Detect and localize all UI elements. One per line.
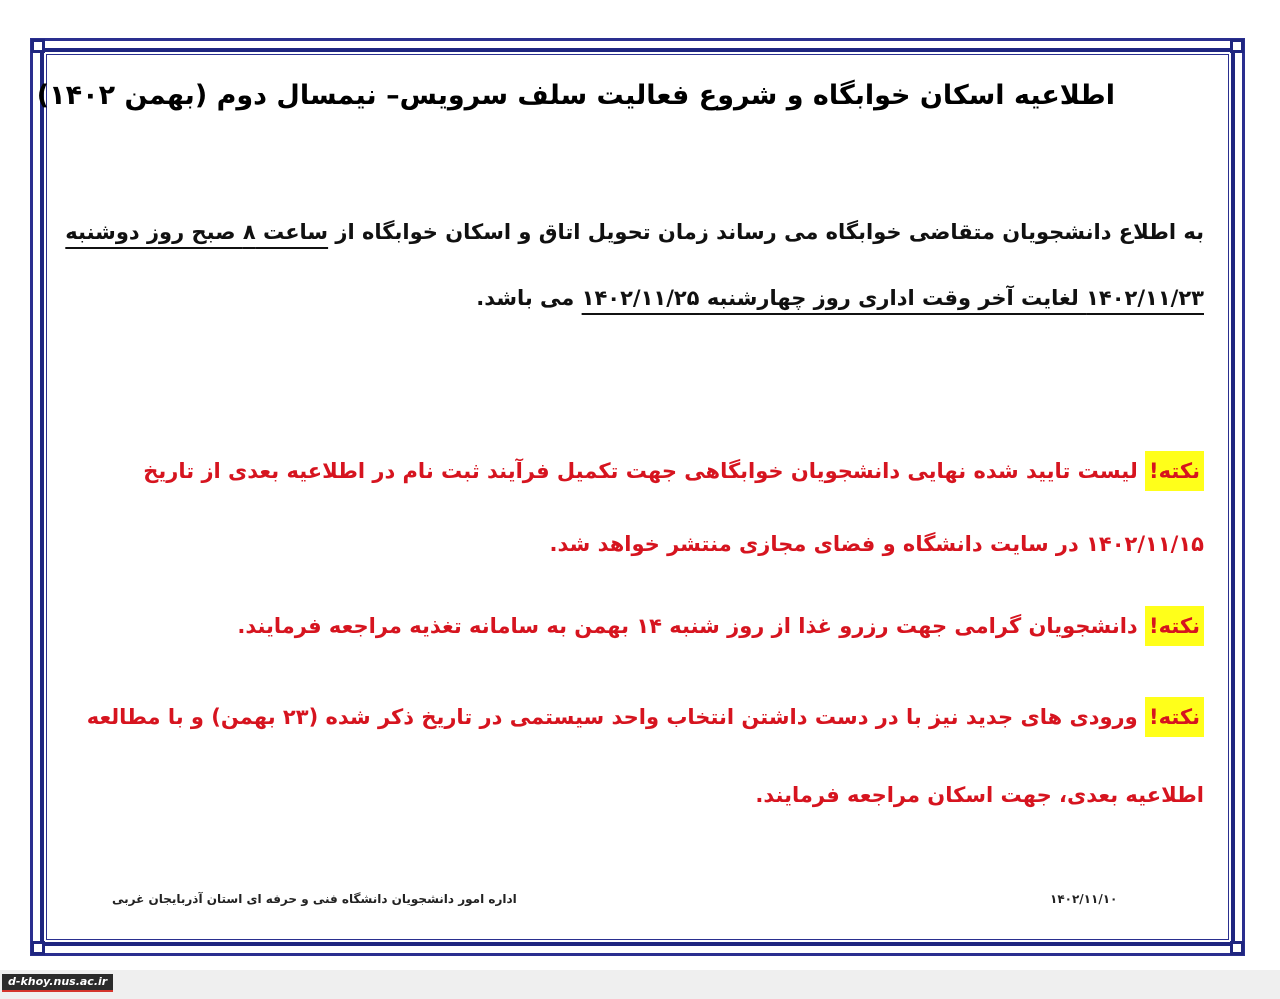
footer-office: اداره امور دانشجویان دانشگاه فنی و حرفه ای استان آذربایجان غربی xyxy=(112,892,517,906)
paragraph-line-1-text: به اطلاع دانشجویان متقاضی خوابگاه می رساند زمان تحویل اتاق و اسکان خوابگاه از xyxy=(335,220,1204,244)
notice-title: اطلاعیه اسکان خوابگاه و شروع فعالیت سلف سرویس– نیمسال دوم (بهمن ۱۴۰۲) xyxy=(36,80,1115,111)
note-2-line-1 xyxy=(237,614,1204,638)
footer-date: ۱۴۰۲/۱۱/۱۰ xyxy=(1050,892,1118,906)
note-3-text: ورودی های جدید نیز با در دست داشتن انتخاب واحد سیستمی در تاریخ ذکر شده (۲۳ بهمن) و با مطالعه xyxy=(86,705,1138,729)
note-label-highlight: نکته! xyxy=(1145,451,1204,491)
border-corner-ornament xyxy=(1230,941,1244,955)
note-2-text: دانشجویان گرامی جهت رزرو غذا از روز شنبه ۱۴ بهمن به سامانه تغذیه مراجعه فرمایند. xyxy=(237,614,1138,638)
border-corner-ornament xyxy=(1230,39,1244,53)
decorative-border-inner xyxy=(40,48,1235,946)
note-1-line-1 xyxy=(143,459,1204,483)
note-3-line-2: اطلاعیه بعدی، جهت اسکان مراجعه فرمایند. xyxy=(755,783,1204,807)
note-label-highlight: نکته! xyxy=(1145,606,1204,646)
watermark-bar xyxy=(0,970,1280,999)
paragraph-line-2-text: می باشد. xyxy=(476,286,575,310)
note-1-line-2: ۱۴۰۲/۱۱/۱۵ در سایت دانشگاه و فضای مجازی منتشر خواهد شد. xyxy=(549,532,1204,556)
watermark-label: d-khoy.nus.ac.ir xyxy=(2,974,113,992)
note-3-line-1 xyxy=(87,705,1204,729)
paragraph-line-2 xyxy=(476,286,1204,310)
border-corner-ornament xyxy=(31,39,45,53)
note-label-highlight: نکته! xyxy=(1145,697,1204,737)
paragraph-line-1-underlined: ساعت ۸ صبح روز دوشنبه xyxy=(65,220,329,244)
paragraph-line-2-underlined: ۱۴۰۲/۱۱/۲۳ لغایت آخر وقت اداری روز چهارشنبه ۱۴۰۲/۱۱/۲۵ xyxy=(581,286,1204,310)
border-corner-ornament xyxy=(31,941,45,955)
paragraph-line-1 xyxy=(65,220,1204,244)
note-1-text: لیست تایید شده نهایی دانشجویان خوابگاهی جهت تکمیل فرآیند ثبت نام در اطلاعیه بعدی از تاریخ xyxy=(143,459,1138,483)
